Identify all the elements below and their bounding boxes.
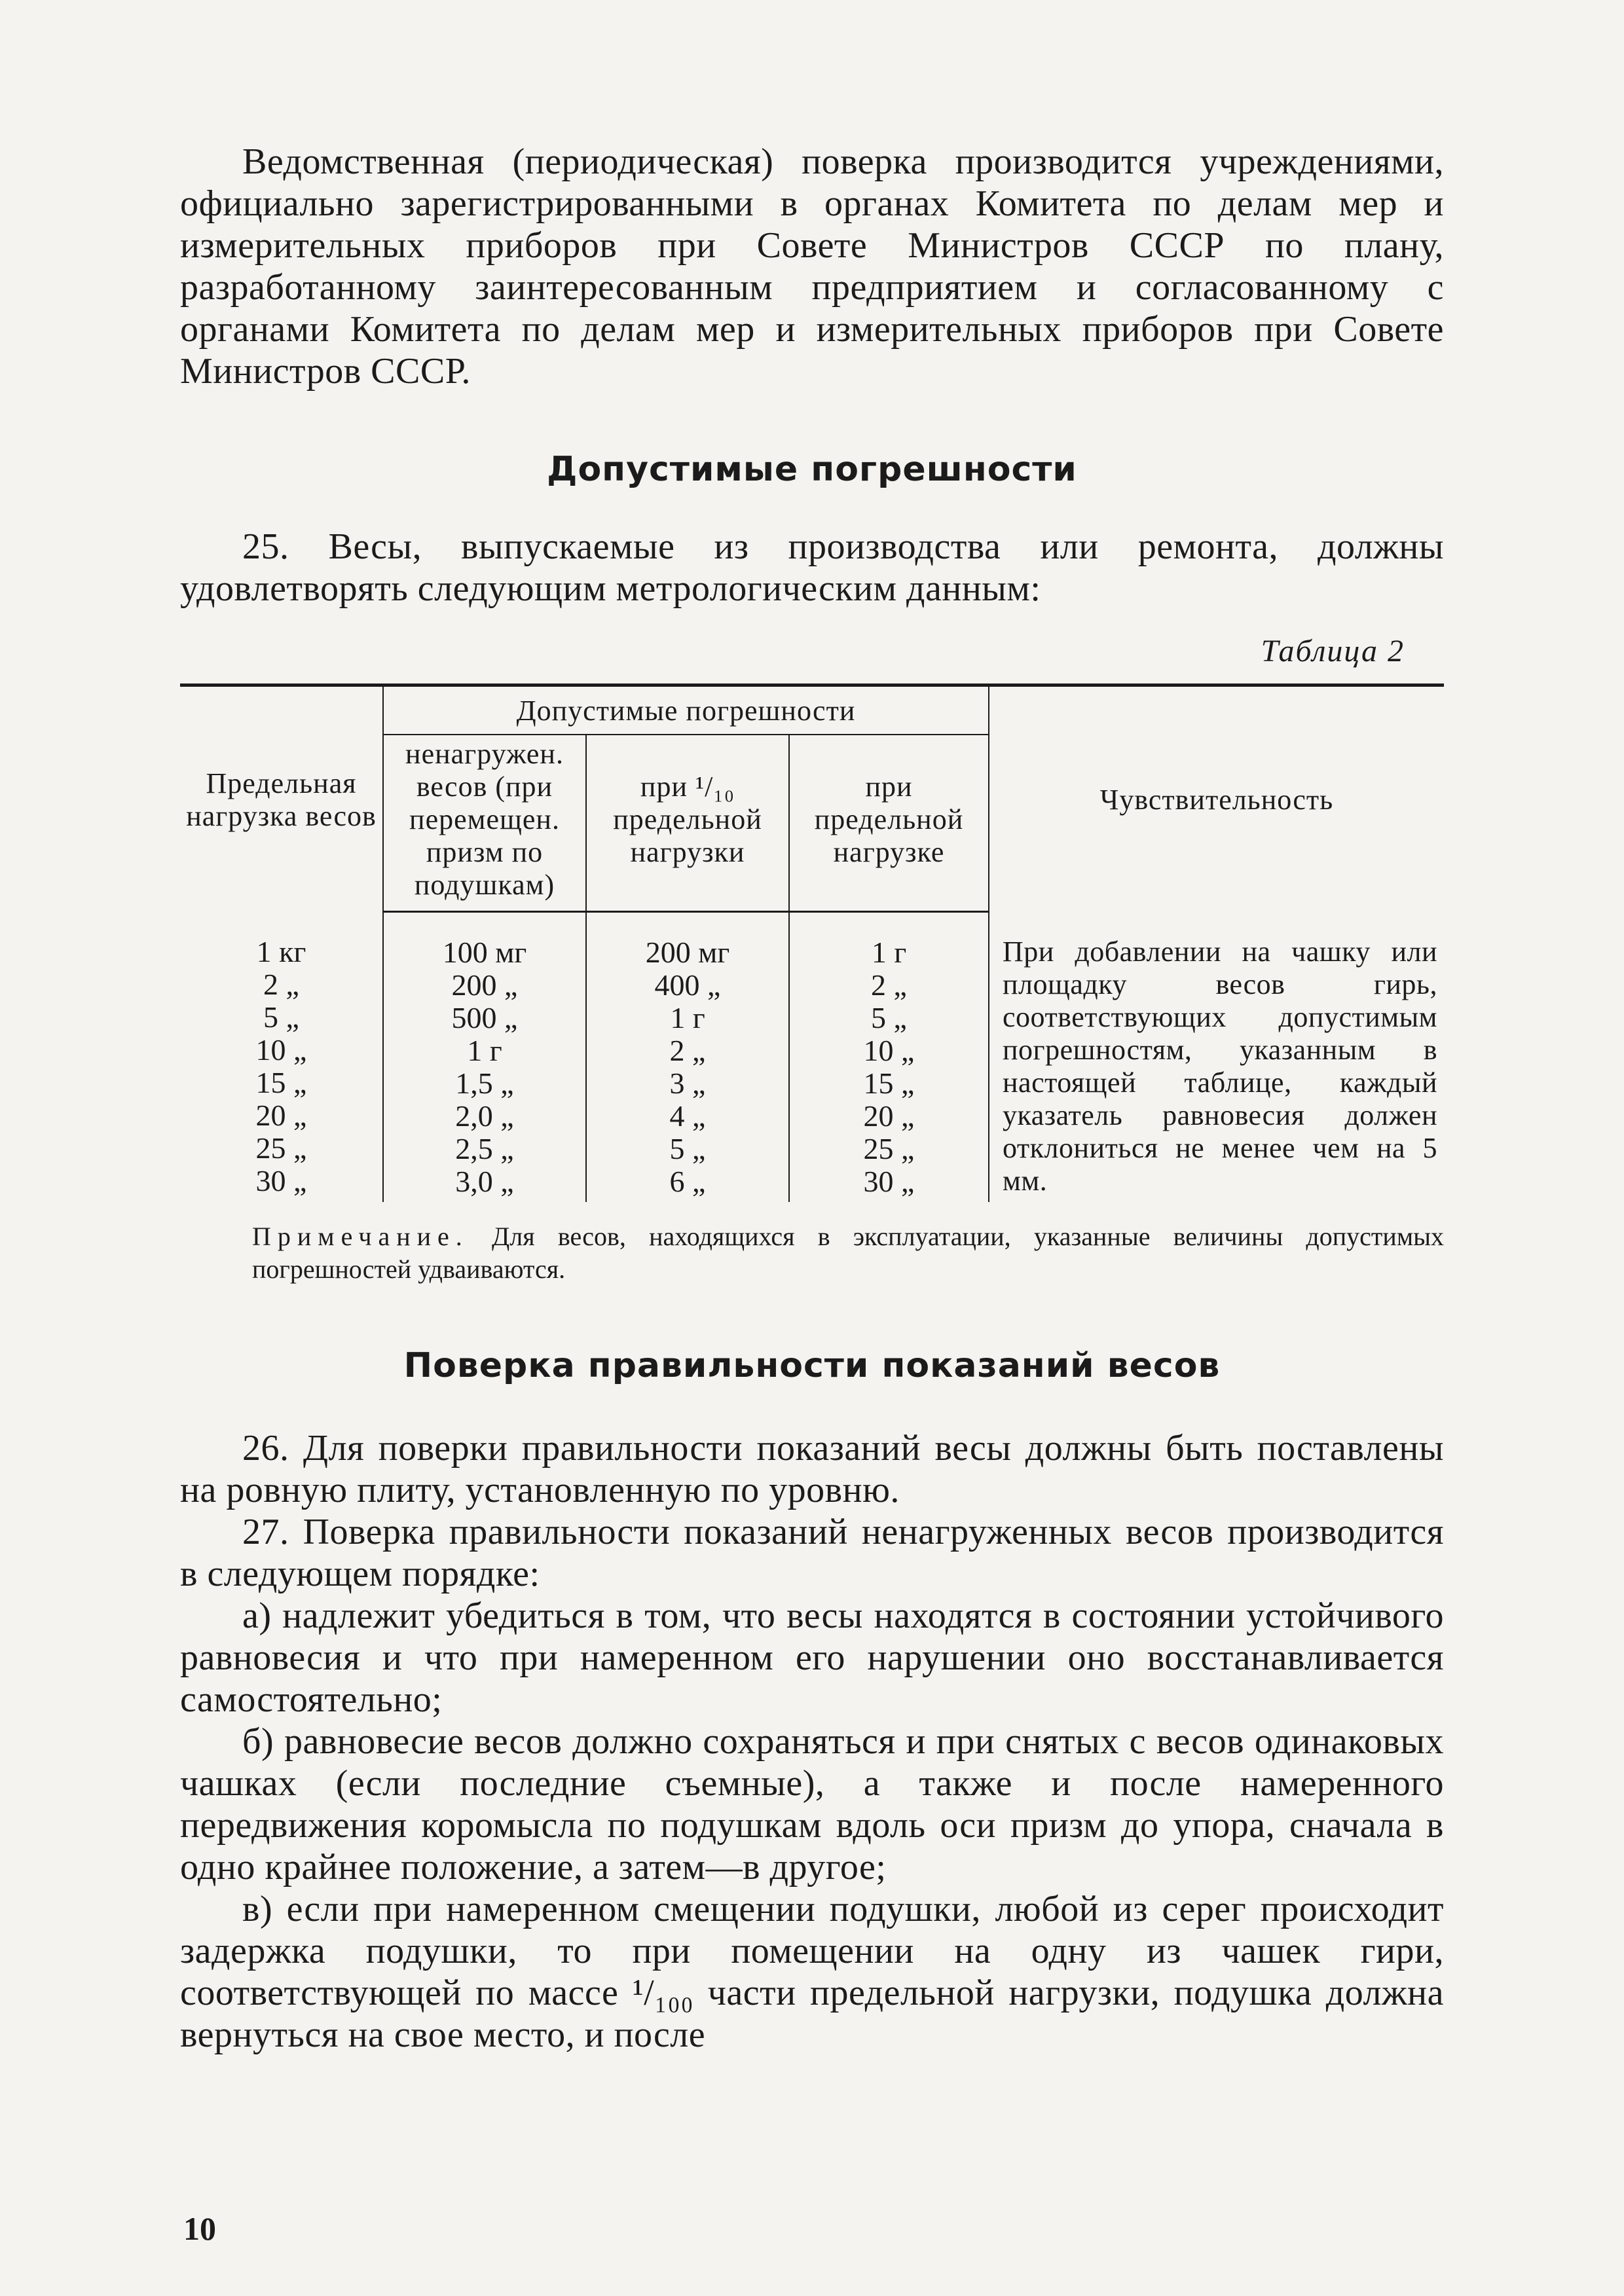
page-number: 10 bbox=[183, 2210, 216, 2247]
section-heading-verification: Поверка правильности показаний весов bbox=[403, 1346, 1221, 1385]
sensitivity-description: При добавлении на чашку или площадку весов гирь, соответствующих допустимым погрешностям, указанным в настоящей таблице, каждый указатель равновесия должен отклониться не менее чем на 5 мм. bbox=[989, 912, 1444, 1203]
page-content bbox=[180, 141, 1444, 2056]
column-tenth-load-values: 200 мг 400 „ 1 г 2 „ 3 „ 4 „ 5 „ 6 „ bbox=[586, 912, 789, 1203]
paragraph-26: 26. Для поверки правильности показаний весы должны быть поставлены на ровную плиту, установленную по уровню. bbox=[180, 1428, 1444, 1510]
paragraph-27: 27. Поверка правильности показаний ненагруженных весов производится в следующем порядке: bbox=[180, 1512, 1444, 1594]
column-max-load-values: 1 кг 2 „ 5 „ 10 „ 15 „ 20 „ 25 „ 30 „ bbox=[255, 934, 307, 1197]
header-full-load: при предельной нагрузке bbox=[789, 735, 989, 912]
paragraph-25: 25. Весы, выпускаемые из производства или ремонта, должны удовлетворять следующим метрологическим данным: bbox=[180, 526, 1444, 609]
header-tolerances-group: Допустимые погрешности bbox=[383, 685, 989, 735]
paragraph-27c: в) если при намеренном смещении подушки, любой из серег происходит задержка подушки, то при помещении на одну из чашек гири, соответствующей по массе ¹/₁₀₀ части предельной нагрузки, подушка должна вернуться на свое место, и после bbox=[180, 1889, 1444, 2055]
header-tenth-load: при ¹/₁₀ предельной нагрузки bbox=[586, 735, 789, 912]
table-note bbox=[180, 1220, 1444, 1286]
note-label: Примечание. bbox=[252, 1222, 469, 1251]
intro-paragraph: Ведомственная (периодическая) поверка производится учреждениями, официально зарегистрированными в органах Комитета по делам мер и измерительных приборов при Совете Министров СССР по плану, разработанному заинтересованным предприятием и согласованному с органами Комитета по делам мер и измерительных приборов при Совете Министров СССР. bbox=[180, 141, 1444, 392]
header-sensitivity: Чувствительность bbox=[989, 685, 1444, 912]
column-unloaded-values: 100 мг 200 „ 500 „ 1 г 1,5 „ 2,0 „ 2,5 „ 3,0 „ bbox=[383, 912, 586, 1203]
header-unloaded: ненагружен. весов (при перемещен. призм по подушкам) bbox=[383, 735, 586, 912]
table-caption: Таблица 2 bbox=[1261, 634, 1405, 668]
section-heading-tolerances: Допустимые погрешности bbox=[547, 450, 1077, 489]
paragraph-27b: б) равновесие весов должно сохраняться и при снятых с весов одинаковых чашках (если последние съемные), а также и после намеренного передвижения коромысла по подушкам вдоль оси призм до упора, сначала в одно крайнее положение, а затем—в другое; bbox=[180, 1721, 1444, 1887]
note-text: Для весов, находящихся в эксплуатации, указанные величины допустимых погрешностей удваиваются. bbox=[252, 1222, 1444, 1284]
header-max-load: Предельная нагрузка весов bbox=[180, 685, 383, 912]
column-full-load-values: 1 г 2 „ 5 „ 10 „ 15 „ 20 „ 25 „ 30 „ bbox=[789, 912, 989, 1203]
tolerances-table bbox=[180, 683, 1444, 1202]
paragraph-27a: а) надлежит убедиться в том, что весы находятся в состоянии устойчивого равновесия и что при намеренном его нарушении оно восстанавливается самостоятельно; bbox=[180, 1595, 1444, 1720]
